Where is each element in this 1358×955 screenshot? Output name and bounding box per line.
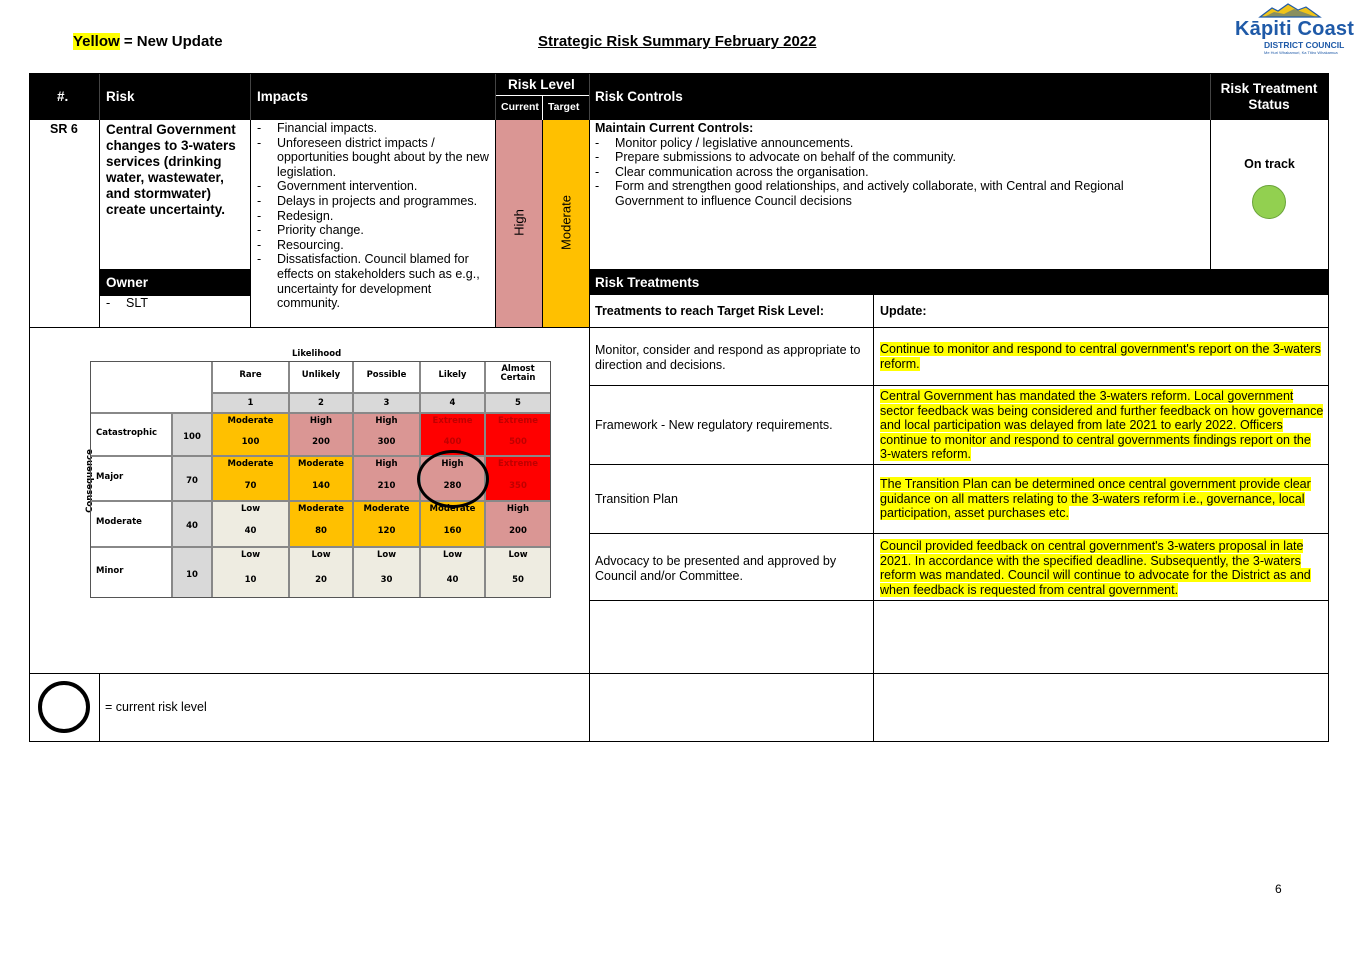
column-number: 3 bbox=[383, 398, 390, 408]
cell-level: High bbox=[506, 504, 530, 514]
logo-subtitle: DISTRICT COUNCIL bbox=[1264, 40, 1345, 50]
cell-level: High bbox=[309, 416, 333, 426]
owner-label: Owner bbox=[106, 275, 149, 290]
mountain-logo-icon bbox=[1258, 2, 1328, 18]
cell-level: High bbox=[375, 416, 398, 426]
grid-line bbox=[99, 120, 100, 327]
cell-level: High bbox=[375, 459, 398, 469]
cell-score: 100 bbox=[241, 436, 260, 447]
header-current: Current bbox=[501, 101, 539, 113]
cell-level: Low bbox=[442, 550, 463, 560]
column-name: Possible bbox=[366, 370, 407, 380]
grid-line bbox=[250, 120, 251, 327]
cell-level: Moderate bbox=[298, 504, 344, 514]
cell-score: 40 bbox=[446, 574, 459, 585]
column-name: Rare bbox=[239, 370, 262, 380]
grid-line bbox=[589, 600, 1329, 601]
cell-score: 280 bbox=[443, 480, 462, 491]
controls-heading: Maintain Current Controls: bbox=[595, 121, 754, 135]
current-risk-marker-icon bbox=[417, 450, 489, 508]
grid-line bbox=[589, 120, 590, 742]
cell-score: 210 bbox=[377, 480, 396, 491]
council-logo bbox=[1232, 2, 1356, 54]
row-name: Minor bbox=[96, 565, 124, 576]
grid-line bbox=[29, 673, 1329, 674]
cell-level: Low bbox=[240, 550, 261, 560]
cell-level: Moderate bbox=[429, 504, 476, 514]
column-name: Almost Certain bbox=[500, 364, 536, 383]
control-item: - Clear communication across the organisation. bbox=[595, 165, 1155, 180]
consequence-label: Consequence bbox=[85, 449, 95, 513]
risk-id: SR 6 bbox=[50, 122, 78, 136]
cell-score: 30 bbox=[380, 574, 393, 585]
update-highlight: Council provided feedback on central government's 3-waters proposal in late 2021. In accordance with the specified deadline. Subsequently, the 3-waters reform was mandated. Council will continue to advocate for the District as and when feedback is requested from central government. bbox=[880, 539, 1311, 597]
row-value: 10 bbox=[186, 569, 198, 580]
grid-line bbox=[99, 673, 100, 742]
header-status: Risk Treatment Status bbox=[1220, 81, 1318, 112]
control-item: - Form and strengthen good relationships, and actively collaborate, with Central and Regional Government to influence Council decisions bbox=[595, 179, 1155, 208]
cell-score: 80 bbox=[315, 526, 327, 536]
cell-score: 200 bbox=[509, 526, 527, 536]
yellow-highlight-label: Yellow bbox=[73, 33, 120, 50]
grid-line bbox=[29, 327, 1329, 328]
grid-line bbox=[1210, 120, 1211, 269]
grid-line bbox=[589, 385, 1329, 386]
update-col-label: Update: bbox=[880, 304, 927, 318]
cell-level: Low bbox=[376, 550, 397, 560]
row-name: Major bbox=[96, 471, 124, 482]
circle-legend-text: = current risk level bbox=[105, 700, 207, 714]
cell-level: Moderate bbox=[227, 459, 274, 469]
column-number: 2 bbox=[318, 398, 324, 408]
impact-item: - Resourcing. bbox=[257, 238, 489, 253]
target-level-text: Moderate bbox=[558, 195, 574, 250]
status-dot-icon bbox=[1252, 185, 1286, 219]
update-highlight: Central Government has mandated the 3-waters reform. Local government sector feedback was being considered and further feedback on how governance and local participation was delayed from late 2021 to early 2022. Officers continue to monitor and respond to central governments findings report on the 3-waters reform. bbox=[880, 389, 1324, 462]
update-legend-text: = New Update bbox=[119, 33, 223, 50]
header-risk: Risk bbox=[106, 89, 135, 104]
risk-table bbox=[29, 73, 1329, 742]
cell-level: Low bbox=[311, 550, 331, 560]
update-highlight: The Transition Plan can be determined once central government provide clear guidance on all matters relating to the 3-waters reform i.e., governance, local participation, asset purchases etc. bbox=[880, 477, 1311, 521]
status-text: On track bbox=[1244, 157, 1295, 171]
header-num: #. bbox=[57, 89, 69, 104]
page-title: Strategic Risk Summary February 2022 bbox=[538, 33, 817, 50]
row-value: 70 bbox=[186, 475, 198, 486]
update-text bbox=[880, 389, 1324, 462]
grid-line bbox=[589, 464, 1329, 465]
risk-description: Central Government changes to 3-waters services (drinking water, wastewater, and stormwater) create uncertainty. bbox=[106, 122, 236, 217]
column-number: 1 bbox=[247, 398, 254, 408]
owner-value: - SLT bbox=[106, 296, 1358, 311]
treatments-col-label: Treatments to reach Target Risk Level: bbox=[595, 304, 825, 318]
owner-dash: - bbox=[106, 296, 111, 310]
impacts-list bbox=[257, 121, 489, 311]
treatment-text: Monitor, consider and respond as appropriate to direction and decisions. bbox=[595, 343, 861, 372]
cell-score: 160 bbox=[443, 526, 462, 536]
impact-item: - Dissatisfaction. Council blamed for effects on stakeholders such as e.g., uncertainty for development community. bbox=[257, 252, 489, 310]
treatment-text: Advocacy to be presented and approved by Council and/or Committee. bbox=[595, 554, 837, 583]
update-text bbox=[880, 539, 1324, 597]
column-name: Likely bbox=[438, 370, 467, 380]
grid-line bbox=[542, 120, 543, 327]
grid-line bbox=[589, 533, 1329, 534]
risk-matrix bbox=[85, 349, 550, 600]
row-value: 100 bbox=[183, 431, 201, 442]
update-legend bbox=[73, 33, 223, 50]
column-number: 5 bbox=[515, 398, 521, 408]
treatment-text: Transition Plan bbox=[595, 492, 678, 506]
controls-block bbox=[595, 121, 1155, 209]
grid-line bbox=[873, 295, 874, 742]
cell-score: 10 bbox=[244, 574, 257, 585]
likelihood-label: Likelihood bbox=[292, 349, 342, 359]
row-name: Catastrophic bbox=[96, 427, 158, 438]
grid-line bbox=[495, 120, 496, 327]
impact-item: - Financial impacts. bbox=[257, 121, 489, 136]
cell-score: 50 bbox=[512, 574, 524, 585]
cell-score: 140 bbox=[312, 480, 330, 491]
header-risk-controls: Risk Controls bbox=[595, 89, 683, 104]
current-level-text: High bbox=[511, 209, 527, 236]
update-highlight: Continue to monitor and respond to central government's report on the 3-waters reform. bbox=[880, 342, 1321, 371]
update-text bbox=[880, 477, 1324, 521]
treatments-heading: Risk Treatments bbox=[595, 275, 700, 290]
header-risk-level: Risk Level bbox=[508, 77, 575, 92]
cell-level: Moderate bbox=[227, 416, 274, 426]
cell-score: 300 bbox=[377, 436, 396, 447]
cell-level: Moderate bbox=[298, 459, 344, 469]
cell-score: 70 bbox=[244, 480, 257, 491]
update-text bbox=[880, 342, 1324, 371]
column-number: 4 bbox=[449, 398, 456, 408]
header-impacts: Impacts bbox=[257, 89, 309, 104]
cell-level: Extreme bbox=[498, 459, 538, 469]
cell-level: High bbox=[441, 459, 464, 469]
cell-level: Extreme bbox=[498, 416, 538, 426]
impact-item: - Redesign. bbox=[257, 209, 489, 224]
cell-score: 200 bbox=[312, 436, 330, 447]
row-value: 40 bbox=[186, 521, 198, 531]
page-number: 6 bbox=[1275, 882, 1282, 896]
logo-name: Kāpiti Coast bbox=[1235, 18, 1355, 40]
cell-score: 350 bbox=[509, 480, 527, 491]
cell-level: Low bbox=[508, 550, 528, 560]
impact-item: - Priority change. bbox=[257, 223, 489, 238]
logo-tagline: Me Huri Whakamuri, Ka Titiro Whakamua bbox=[1264, 50, 1338, 55]
cell-level: Extreme bbox=[432, 416, 473, 426]
row-name: Moderate bbox=[96, 517, 142, 527]
impact-item: - Government intervention. bbox=[257, 179, 489, 194]
treatments-header bbox=[589, 269, 1329, 295]
header-target: Target bbox=[548, 101, 580, 113]
cell-level: Moderate bbox=[363, 504, 410, 514]
impact-item: - Unforeseen district impacts / opportunities bought about by the new legislation. bbox=[257, 136, 489, 180]
control-item: - Monitor policy / legislative announcements. bbox=[595, 136, 1155, 151]
cell-score: 20 bbox=[315, 574, 327, 585]
cell-score: 40 bbox=[244, 526, 257, 536]
treatment-text: Framework - New regulatory requirements. bbox=[595, 418, 833, 432]
impact-item: - Delays in projects and programmes. bbox=[257, 194, 489, 209]
current-risk-circle-icon bbox=[38, 681, 90, 733]
cell-level: Low bbox=[240, 504, 261, 514]
cell-score: 500 bbox=[509, 436, 527, 447]
cell-score: 120 bbox=[377, 526, 396, 536]
control-item: - Prepare submissions to advocate on behalf of the community. bbox=[595, 150, 1155, 165]
cell-score: 400 bbox=[443, 436, 462, 447]
column-name: Unlikely bbox=[301, 370, 341, 380]
